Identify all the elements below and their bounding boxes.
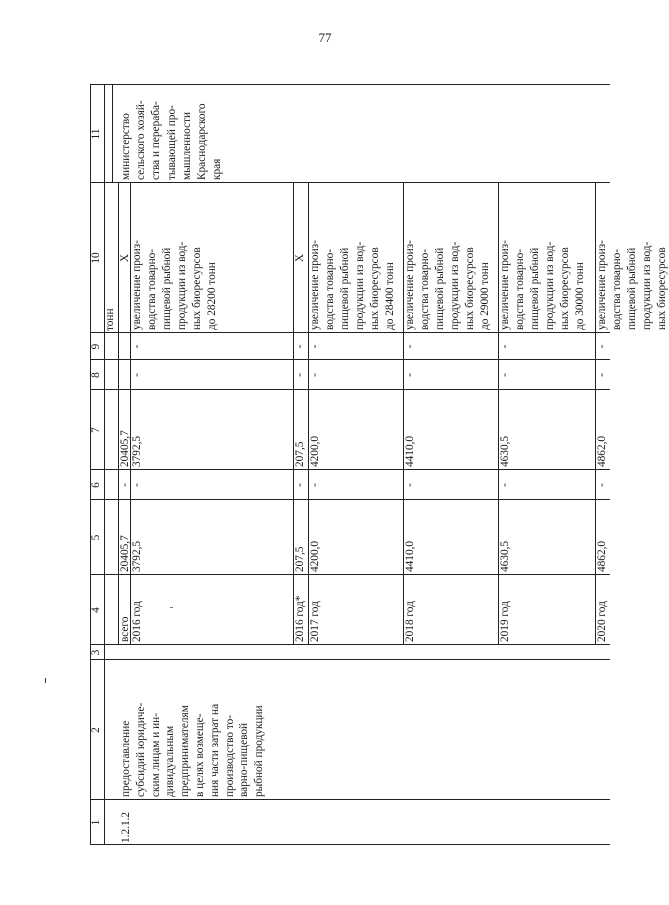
- result-line: ных биоресурсов: [559, 247, 571, 330]
- column-rule: [90, 574, 610, 575]
- amount-federal-cell: -: [499, 483, 511, 487]
- measure-name-line: рыбной продукции: [253, 705, 266, 797]
- amount-extra-cell: -: [596, 344, 608, 349]
- result-line: водства товарно-: [419, 248, 431, 330]
- column-rule: [90, 182, 610, 183]
- result-line: водства товарно-: [146, 248, 158, 330]
- column-number: 6: [90, 482, 102, 488]
- responsible-line: министерство: [120, 113, 132, 180]
- column-rule: [90, 389, 610, 390]
- result-line: ных биоресурсов: [464, 247, 476, 330]
- column-rule: [90, 499, 610, 500]
- amount-total-cell: 20405,7: [119, 535, 131, 572]
- amount-regional-cell: 3792,5: [131, 435, 143, 467]
- unit-header: тонн: [104, 308, 116, 331]
- responsible-line: сельского хозяй-: [135, 100, 148, 180]
- year-cell: 2016 год*: [294, 595, 306, 642]
- result-line: пищевой рыбной: [626, 247, 638, 330]
- amount-federal-cell: -: [119, 483, 131, 487]
- amount-local-cell: -: [404, 373, 416, 377]
- result-cell: X: [119, 253, 131, 263]
- amount-federal-cell: -: [131, 483, 143, 487]
- amount-federal-cell: -: [404, 483, 416, 487]
- column-number: 11: [90, 128, 102, 140]
- column-number: 5: [90, 534, 102, 541]
- amount-extra-cell: -: [499, 344, 511, 349]
- responsible-line: края: [211, 158, 224, 180]
- measure-name-line: ским лицам и ин-: [149, 713, 162, 797]
- column-rule: [90, 469, 610, 470]
- measure-name-line: предпринимателям: [179, 705, 192, 797]
- measure-name-line: предоставление: [120, 720, 132, 797]
- responsible-line: тывающей про-: [165, 105, 178, 180]
- amount-total-cell: 4862,0: [596, 540, 608, 572]
- result-line: пищевой рыбной: [434, 247, 446, 330]
- result-line: увеличение произ-: [131, 240, 143, 330]
- column-rule: [90, 332, 610, 333]
- result-line: водства товарно-: [514, 248, 526, 330]
- result-line: ных биоресурсов: [656, 247, 668, 330]
- result-line: до 28400 тонн: [384, 262, 396, 330]
- row-number: 1.2.1.2: [120, 811, 132, 843]
- result-line: продукции из вод-: [449, 241, 461, 330]
- result-line: водства товарно-: [611, 248, 623, 330]
- result-line: продукции из вод-: [544, 241, 556, 330]
- result-line: продукции из вод-: [176, 241, 188, 330]
- column-rule: [90, 799, 610, 800]
- result-line: увеличение произ-: [499, 240, 511, 330]
- amount-total-cell: 3792,5: [131, 540, 143, 572]
- scan-mark: [45, 678, 46, 683]
- amount-regional-cell: 4200,0: [309, 435, 321, 467]
- amount-local-cell: -: [131, 373, 143, 377]
- year-cell: 2019 год: [499, 601, 511, 642]
- table-border-right: [90, 84, 610, 85]
- column-rule: [90, 359, 610, 360]
- column-number: 4: [90, 607, 102, 613]
- column-rule: [90, 659, 610, 660]
- measure-name-line: дивидуальным: [164, 725, 177, 797]
- amount-total-cell: 4630,5: [499, 540, 511, 572]
- column-number: 2: [90, 727, 102, 733]
- responsible-line: Краснодарского: [196, 103, 208, 180]
- result-cell: X: [294, 253, 306, 263]
- result-line: до 28200 тонн: [206, 262, 218, 330]
- year-cell: 2018 год: [404, 601, 416, 642]
- amount-local-cell: -: [309, 373, 321, 377]
- year-cell: 2016 год: [131, 601, 143, 642]
- rotated-table-sheet: [90, 0, 668, 845]
- measure-name-line: производство то-: [223, 714, 236, 797]
- unit-subheader-rule: [112, 85, 113, 183]
- amount-extra-cell: -: [309, 344, 321, 349]
- amount-local-cell: -: [499, 373, 511, 377]
- result-line: пищевой рыбной: [339, 247, 351, 330]
- column-number: 9: [90, 343, 102, 350]
- amount-extra-cell: -: [131, 344, 143, 349]
- result-line: ных биоресурсов: [369, 247, 381, 330]
- amount-total-cell: 4200,0: [309, 540, 321, 572]
- amount-extra-cell: -: [294, 344, 306, 349]
- amount-federal-cell: -: [309, 483, 321, 487]
- year-cell: 2017 год: [309, 601, 321, 642]
- table-border-left: [90, 844, 610, 845]
- result-line: ных биоресурсов: [191, 247, 203, 330]
- result-line: водства товарно-: [324, 248, 336, 330]
- amount-federal-cell: -: [294, 483, 306, 487]
- result-line: продукции из вод-: [354, 241, 366, 330]
- amount-extra-cell: -: [404, 344, 416, 349]
- amount-total-cell: 207,5: [294, 546, 306, 572]
- result-line: пищевой рыбной: [529, 247, 541, 330]
- measure-name-line: в целях возмеще-: [194, 713, 206, 797]
- amount-federal-cell: -: [596, 483, 608, 487]
- header-number-row-bottom: [104, 85, 105, 845]
- amount-local-cell: -: [294, 373, 306, 377]
- result-line: увеличение произ-: [596, 240, 608, 330]
- responsible-line: мышленности: [180, 111, 193, 180]
- column-number: 8: [90, 372, 102, 378]
- year-cell: 2020 год: [596, 601, 608, 642]
- amount-local-cell: -: [596, 373, 608, 377]
- amount-regional-cell: 4630,5: [499, 435, 511, 467]
- amount-regional-cell: 4410,0: [404, 435, 416, 467]
- amount-regional-cell: 20405,7: [119, 430, 131, 467]
- result-line: до 30000 тонн: [574, 262, 586, 330]
- column-rule: [90, 644, 610, 645]
- page-number: 77: [318, 30, 332, 45]
- responsible-line: ства и перераба-: [150, 101, 163, 180]
- result-line: продукции из вод-: [641, 241, 653, 330]
- column-number: 3: [90, 649, 102, 656]
- result-line: увеличение произ-: [404, 240, 416, 330]
- result-line: до 29000 тонн: [479, 262, 491, 330]
- column-number: 1: [90, 819, 102, 826]
- measure-name-line: ния части затрат на: [208, 703, 221, 797]
- amount-regional-cell: 4862,0: [596, 435, 608, 467]
- column-number: 10: [90, 252, 102, 264]
- measure-name-line: субсидий юридиче-: [134, 702, 147, 797]
- result-line: увеличение произ-: [309, 240, 321, 330]
- measure-name-line: варно-пищевой: [238, 722, 251, 797]
- column-number: 7: [90, 427, 102, 433]
- result-line: пищевой рыбной: [161, 247, 173, 330]
- amount-total-cell: 4410,0: [404, 540, 416, 572]
- amount-regional-cell: 207,5: [294, 441, 306, 467]
- year-cell: всего: [119, 616, 131, 642]
